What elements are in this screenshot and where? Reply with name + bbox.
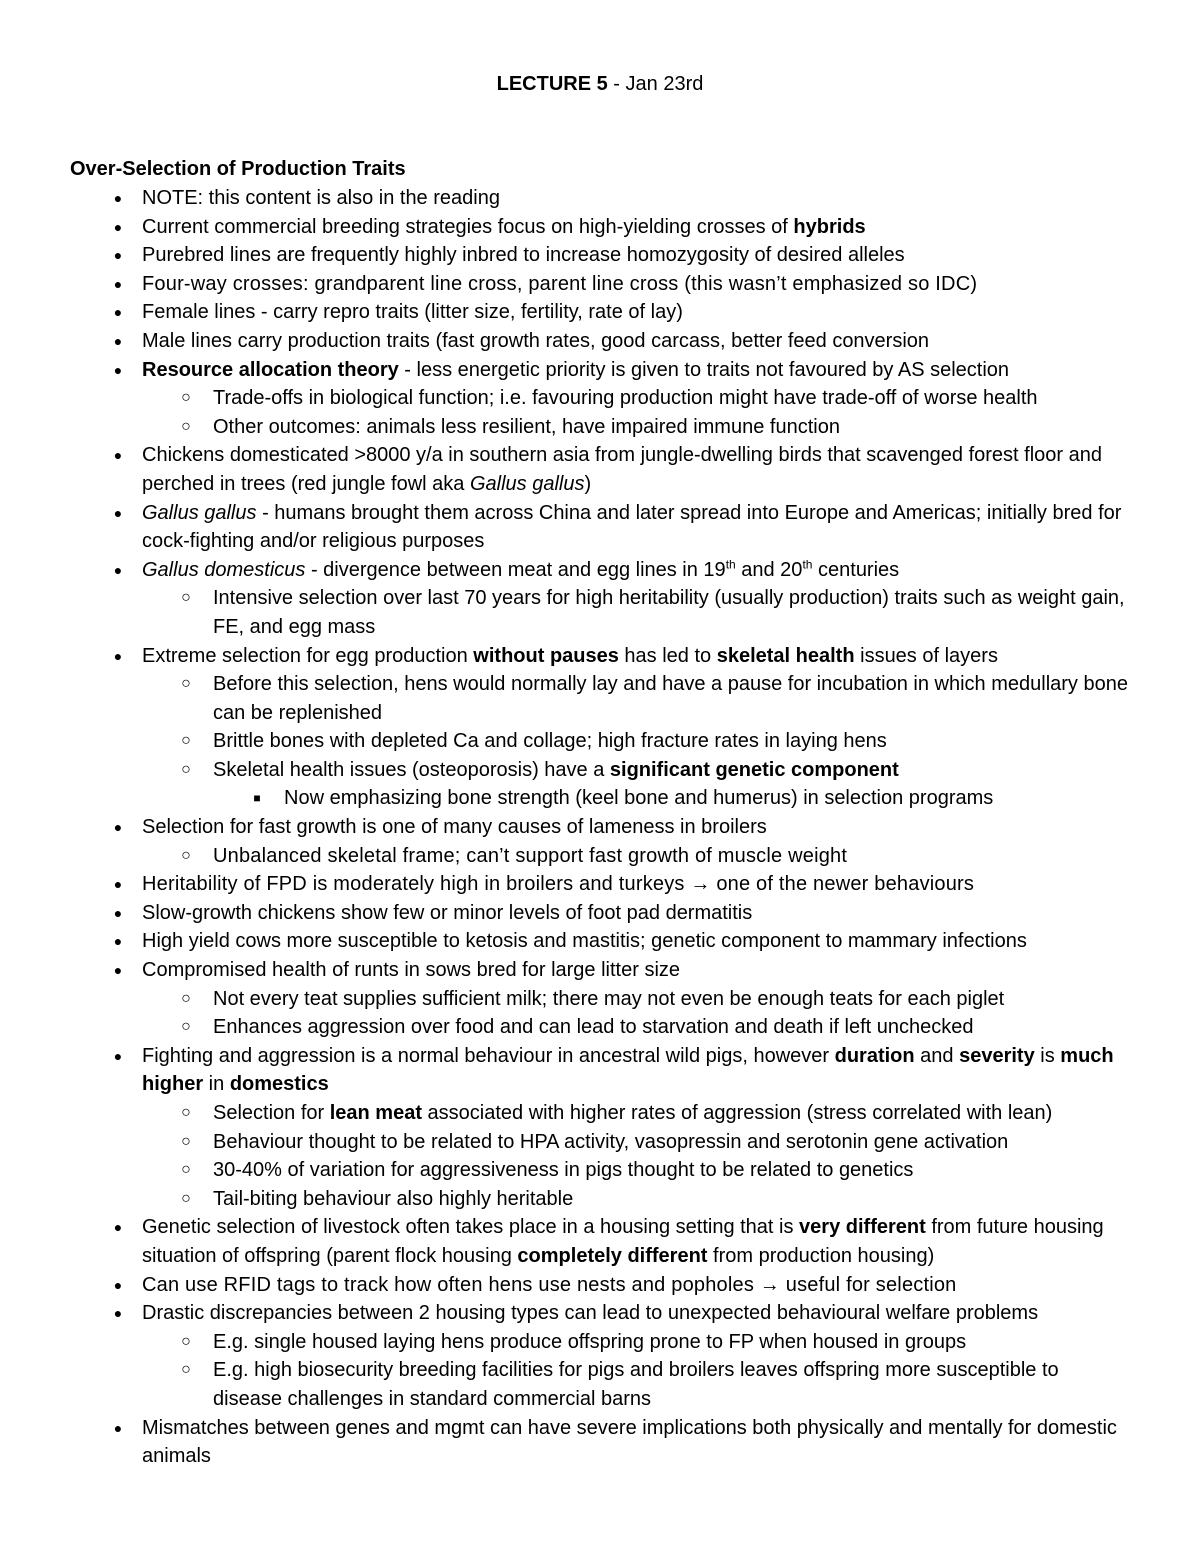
item-bold: much higher: [142, 1044, 1114, 1096]
bullet-icon: ●: [113, 933, 123, 950]
bullet-icon: ●: [113, 275, 123, 292]
item-text: E.g. single housed laying hens produce offspring prone to FP when housed in groups: [213, 1330, 967, 1353]
superscript: th: [802, 557, 813, 572]
bullet-icon: ●: [113, 1276, 123, 1293]
bullet-icon: ●: [113, 819, 123, 836]
item-text: Trade-offs in biological function; i.e. favouring production might have trade-off of worse health: [213, 387, 1038, 410]
circle-bullet-icon: ○: [181, 1132, 191, 1150]
sub-list-item: [142, 584, 1133, 641]
list-item: [0, 298, 1142, 327]
item-text: Drastic discrepancies between 2 housing types can lead to unexpected behavioural welfare problems: [142, 1302, 1039, 1325]
list-item: [0, 1299, 1142, 1413]
circle-bullet-icon: ○: [181, 1332, 191, 1350]
circle-bullet-icon: ○: [181, 389, 191, 407]
sub-list: [142, 1328, 1142, 1414]
sub-list-item: [142, 1156, 1133, 1185]
bullet-icon: ●: [113, 876, 123, 893]
superscript: th: [725, 557, 736, 572]
sub-list-item: [142, 384, 1133, 413]
item-bold: Resource allocation theory: [142, 358, 399, 381]
item-italic: Gallus gallus: [142, 501, 257, 524]
sub-sub-list: [213, 784, 1133, 813]
title-lecture: LECTURE 5: [496, 73, 608, 95]
item-text: Selection for: [213, 1102, 330, 1124]
bullet-icon: ●: [113, 1219, 123, 1236]
bullet-icon: ●: [113, 447, 123, 464]
circle-bullet-icon: ○: [181, 589, 191, 607]
list-item: [0, 1271, 1142, 1300]
item-text: Mismatches between genes and mgmt can have severe implications both physically and mentally for domestic animals: [142, 1416, 1117, 1468]
circle-bullet-icon: ○: [181, 1018, 191, 1036]
item-bold: skeletal health: [716, 644, 855, 667]
item-text: Fighting and aggression is a normal behaviour in ancestral wild pigs, however: [142, 1044, 835, 1067]
sub-list-item: [142, 1128, 1133, 1157]
item-text: Extreme selection for egg production: [142, 644, 474, 667]
sub-list-item: [142, 1328, 1133, 1357]
item-text: has led to: [618, 644, 717, 667]
item-bold: severity: [959, 1044, 1035, 1067]
bullet-icon: ●: [113, 962, 123, 979]
item-text: Genetic selection of livestock often takes place in a housing setting that is: [142, 1216, 800, 1239]
list-item: [0, 327, 1142, 356]
item-text: Selection for fast growth is one of many causes of lameness in broilers: [142, 816, 767, 839]
list-item: [0, 499, 1142, 556]
sub-list-item: [142, 1099, 1133, 1128]
list-item: [0, 556, 1142, 642]
circle-bullet-icon: ○: [181, 1361, 191, 1379]
item-text: Chickens domesticated >8000 y/a in southern asia from jungle-dwelling birds that scavenged forest floor and perched in trees (red jungle fowl aka: [142, 444, 1102, 495]
item-italic: Gallus domesticus: [142, 558, 306, 581]
item-text: Now emphasizing bone strength (keel bone and humerus) in selection programs: [284, 787, 994, 810]
circle-bullet-icon: ○: [181, 846, 191, 864]
item-text: Male lines carry production traits (fast growth rates, good carcass, better feed conversion: [142, 329, 930, 352]
item-text: 30-40% of variation for aggressiveness in pigs thought to be related to genetics: [213, 1159, 914, 1182]
circle-bullet-icon: ○: [181, 675, 191, 693]
list-item: [0, 956, 1142, 1042]
list-item: [0, 1414, 1142, 1471]
item-text: in: [203, 1073, 230, 1096]
sub-list-item: [142, 985, 1133, 1014]
sub-list-item: [142, 727, 1133, 756]
square-bullet-icon: ■: [253, 791, 261, 806]
bullet-icon: ●: [113, 561, 123, 578]
item-text: Can use RFID tags to track how often hens use nests and popholes → useful for selection: [142, 1273, 957, 1296]
sub-list: [142, 1099, 1142, 1213]
list-item: [0, 642, 1142, 814]
sub-sub-list-item: [213, 784, 1134, 813]
item-text: Compromised health of runts in sows bred for large litter size: [142, 959, 681, 982]
list-item: [0, 1213, 1142, 1270]
sub-list-item: [142, 670, 1133, 727]
item-text: Unbalanced skeletal frame; can’t support fast growth of muscle weight: [213, 844, 848, 867]
item-text: from future housing situation of offspring (parent flock housing: [142, 1216, 1104, 1267]
bullet-icon: ●: [113, 304, 123, 321]
list-item: [0, 927, 1142, 956]
sub-list-item: [142, 1356, 1133, 1413]
item-bold: completely different: [517, 1244, 708, 1267]
sub-list-item: [142, 1185, 1133, 1214]
page-title: [0, 72, 1200, 96]
item-bold: domestics: [229, 1073, 329, 1096]
bullet-icon: ●: [113, 190, 123, 206]
item-text: Four-way crosses: grandparent line cross, parent line cross (this wasn’t emphasized so IDC): [142, 272, 978, 295]
item-bold: hybrids: [793, 215, 866, 238]
item-text: associated with higher rates of aggression (stress correlated with lean): [422, 1102, 1053, 1124]
item-text: Female lines - carry repro traits (litter size, fertility, rate of lay): [142, 301, 683, 324]
item-text: - divergence between meat and egg lines in 19: [305, 558, 726, 581]
circle-bullet-icon: ○: [181, 1104, 191, 1121]
circle-bullet-icon: ○: [181, 732, 191, 750]
bullet-icon: ●: [113, 504, 123, 521]
item-bold: very different: [799, 1216, 926, 1239]
item-text: Not every teat supplies sufficient milk; there may not even be enough teats for each piglet: [213, 987, 1005, 1010]
list-item: [0, 1042, 1142, 1214]
item-text: issues of layers: [854, 644, 998, 667]
item-bold: without pauses: [473, 644, 619, 667]
item-text: Current commercial breeding strategies focus on high-yielding crosses of: [142, 215, 794, 238]
sub-list: [142, 842, 1142, 871]
bullet-icon: ●: [113, 904, 123, 921]
item-text: and: [914, 1044, 960, 1067]
item-text: Brittle bones with depleted Ca and collage; high fracture rates in laying hens: [213, 730, 887, 753]
item-text: High yield cows more susceptible to ketosis and mastitis; genetic component to mammary infections: [142, 930, 1027, 953]
bullet-icon: ●: [113, 1047, 123, 1064]
sub-list: [142, 985, 1142, 1042]
sub-list-item: [142, 756, 1133, 813]
circle-bullet-icon: ○: [181, 1189, 191, 1207]
item-text: Slow-growth chickens show few or minor levels of foot pad dermatitis: [142, 901, 753, 924]
circle-bullet-icon: ○: [181, 989, 191, 1007]
circle-bullet-icon: ○: [181, 1161, 191, 1179]
item-text: centuries: [812, 558, 900, 581]
bullet-icon: ●: [113, 1305, 123, 1322]
list-item: [0, 356, 1142, 442]
item-text: from production housing): [707, 1244, 935, 1267]
item-bold: significant genetic component: [609, 758, 899, 781]
sub-list-item: [142, 1013, 1133, 1042]
item-text: Before this selection, hens would normally lay and have a pause for incubation in which medullary bone can be replenished: [213, 673, 1128, 724]
sub-list: [142, 670, 1142, 813]
item-text: and 20: [735, 558, 803, 581]
circle-bullet-icon: ○: [181, 760, 191, 778]
list-item: [0, 441, 1142, 498]
bullet-list: [0, 184, 1200, 1471]
item-text: Purebred lines are frequently highly inbred to increase homozygosity of desired alleles: [142, 244, 905, 267]
list-item: [0, 213, 1142, 242]
section-heading: Over-Selection of Production Traits: [70, 158, 406, 180]
item-text: Heritability of FPD is moderately high in broilers and turkeys → one of the newer behaviours: [142, 873, 975, 896]
item-text: - less energetic priority is given to traits not favoured by AS selection: [398, 358, 1010, 381]
list-item: [0, 270, 1142, 299]
item-text: Intensive selection over last 70 years for high heritability (usually production) traits such as weight gain, FE, and egg mass: [213, 587, 1125, 638]
bullet-icon: ●: [113, 218, 123, 235]
list-item: [0, 899, 1142, 928]
title-date: - Jan 23rd: [607, 73, 704, 95]
bullet-icon: ●: [113, 1419, 123, 1436]
circle-bullet-icon: ○: [181, 417, 191, 435]
item-text: Skeletal health issues (osteoporosis) have a: [213, 758, 610, 781]
sub-list: [142, 384, 1142, 441]
item-text: Tail-biting behaviour also highly heritable: [213, 1187, 574, 1210]
item-text: E.g. high biosecurity breeding facilities for pigs and broilers leaves offspring more susceptible to disease challenges in standard commercial barns: [213, 1359, 1059, 1410]
item-text: - humans brought them across China and later spread into Europe and Americas; initially bred for cock-fighting and/or religious purposes: [142, 501, 1122, 553]
item-text: Other outcomes: animals less resilient, have impaired immune function: [213, 415, 840, 438]
bullet-icon: ●: [113, 332, 123, 349]
item-italic: Gallus gallus: [469, 472, 585, 495]
item-bold: lean meat: [329, 1102, 422, 1124]
item-text: NOTE: this content is also in the reading: [142, 187, 500, 209]
item-text: Enhances aggression over food and can lead to starvation and death if left unchecked: [213, 1016, 974, 1039]
item-bold: duration: [834, 1044, 915, 1067]
item-text: Behaviour thought to be related to HPA activity, vasopressin and serotonin gene activation: [213, 1130, 1009, 1153]
sub-list: [142, 584, 1142, 641]
item-text: ): [584, 472, 592, 495]
sub-list-item: [142, 842, 1133, 871]
list-item: [0, 184, 1142, 213]
list-item: [0, 870, 1142, 899]
list-item: [0, 241, 1142, 270]
bullet-icon: ●: [113, 247, 123, 264]
bullet-icon: ●: [113, 647, 123, 664]
item-text: is: [1034, 1044, 1061, 1067]
list-item: [0, 813, 1142, 870]
sub-list-item: [142, 413, 1133, 442]
bullet-icon: ●: [113, 361, 123, 378]
